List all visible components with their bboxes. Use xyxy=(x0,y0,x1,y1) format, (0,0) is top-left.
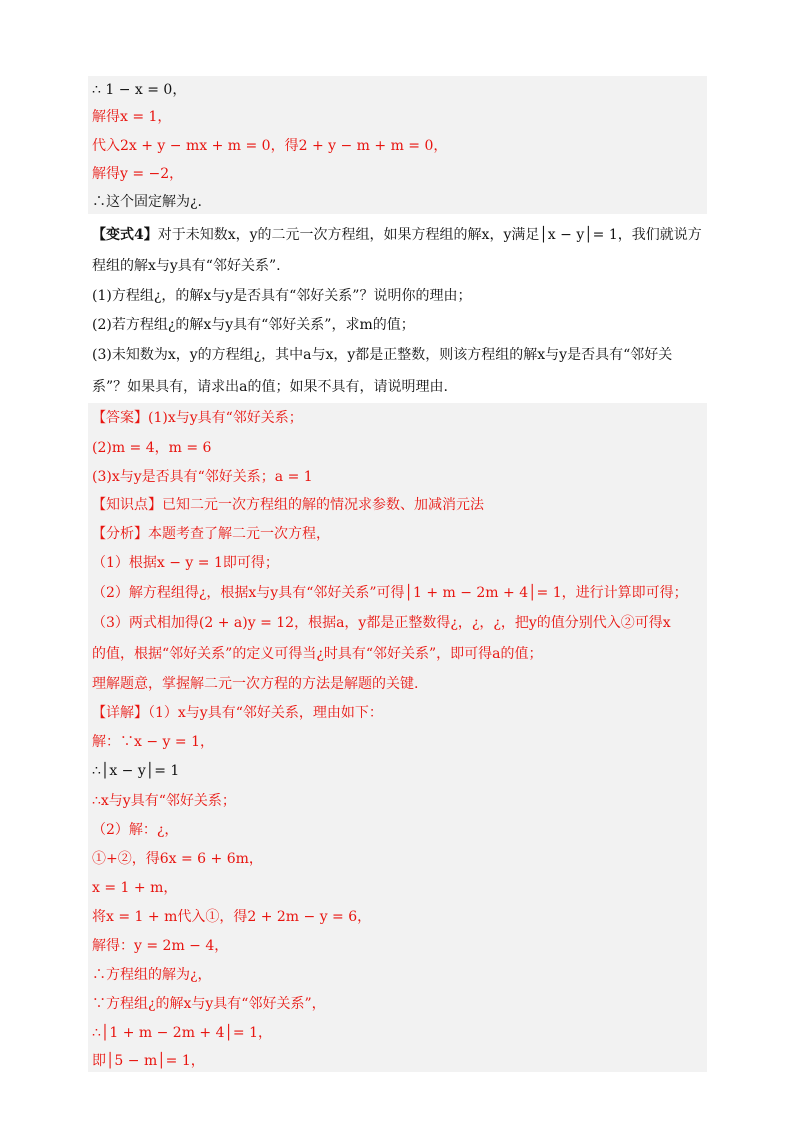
detail-line: ∴方程组的解为¿， xyxy=(92,967,212,983)
detail-line: ∵方程组¿的解x与y具有“邻好关系”， xyxy=(92,996,326,1012)
analysis-line: 【分析】本题考查了解二元一次方程， xyxy=(92,526,330,542)
answer-line: (3)x与y是否具有“邻好关系；a = 1 xyxy=(92,469,313,485)
question-3b: 系”？如果具有，请求出a的值；如果不具有，请说明理由. xyxy=(92,379,448,395)
question-3a: (3)未知数为x，y的方程组¿，其中a与x，y都是正整数，则该方程组的解x与y是否具有“邻好关 xyxy=(92,347,673,363)
analysis-line: （1）根据x − y = 1即可得； xyxy=(92,555,279,571)
detail-line: 【详解】（1）x与y具有“邻好关系，理由如下： xyxy=(92,705,383,721)
analysis-line: 的值，根据“邻好关系”的定义可得当¿时具有“邻好关系”，即可得a的值； xyxy=(92,646,543,662)
knowledge-point: 【知识点】已知二元一次方程组的解的情况求参数、加减消元法 xyxy=(92,497,484,513)
analysis-line: （2）解方程组得¿，根据x与y具有“邻好关系”可得│1 + m − 2m + 4│= 1，进行计算即可得； xyxy=(92,585,688,601)
answer-line: (2)m = 4，m = 6 xyxy=(92,440,212,456)
analysis-line: 理解题意，掌握解二元一次方程的方法是解题的关键. xyxy=(92,676,419,692)
detail-line: x = 1 + m， xyxy=(92,880,178,896)
problem-text: 对于未知数x，y的二元一次方程组，如果方程组的解x，y满足│x − y│= 1，我们就说方 xyxy=(157,227,702,243)
question-1: (1)方程组¿，的解x与y是否具有“邻好关系”？说明你的理由； xyxy=(92,288,472,304)
detail-line: ∴x与y具有“邻好关系； xyxy=(92,793,236,809)
detail-line: 解：∵x − y = 1， xyxy=(92,734,214,750)
solution-line: 代入2x + y − mx + m = 0，得2 + y − m + m = 0， xyxy=(92,138,448,154)
detail-line: 即│5 − m│= 1， xyxy=(92,1053,205,1069)
detail-line: 将x = 1 + m代入①，得2 + 2m − y = 6， xyxy=(92,909,372,925)
solution-line: 解得x = 1， xyxy=(92,109,172,125)
detail-line: ∴│x − y│= 1 xyxy=(92,763,180,779)
problem-tag: 【变式4】 xyxy=(92,227,158,243)
analysis-line: （3）两式相加得(2 + a)y = 12，根据a，y都是正整数得¿，¿，¿，把y的值分别代入②可得x xyxy=(92,615,671,631)
answer-line: 【答案】(1)x与y具有“邻好关系； xyxy=(92,410,303,426)
question-2: (2)若方程组¿的解x与y具有“邻好关系”，求m的值； xyxy=(92,317,415,333)
solution-line: ∴ 1 − x = 0， xyxy=(92,82,187,98)
problem-line-2: 程组的解x与y具有“邻好关系”. xyxy=(92,258,281,274)
solution-line: ∴这个固定解为¿. xyxy=(92,194,202,210)
detail-line: ∴│1 + m − 2m + 4│= 1， xyxy=(92,1025,273,1041)
detail-line: ①+②，得6x = 6 + 6m， xyxy=(92,851,263,867)
problem-line-1 xyxy=(92,224,702,246)
solution-line: 解得y = −2， xyxy=(92,166,184,182)
detail-line: 解得：y = 2m − 4， xyxy=(92,938,229,954)
detail-line: （2）解：¿， xyxy=(92,822,179,838)
